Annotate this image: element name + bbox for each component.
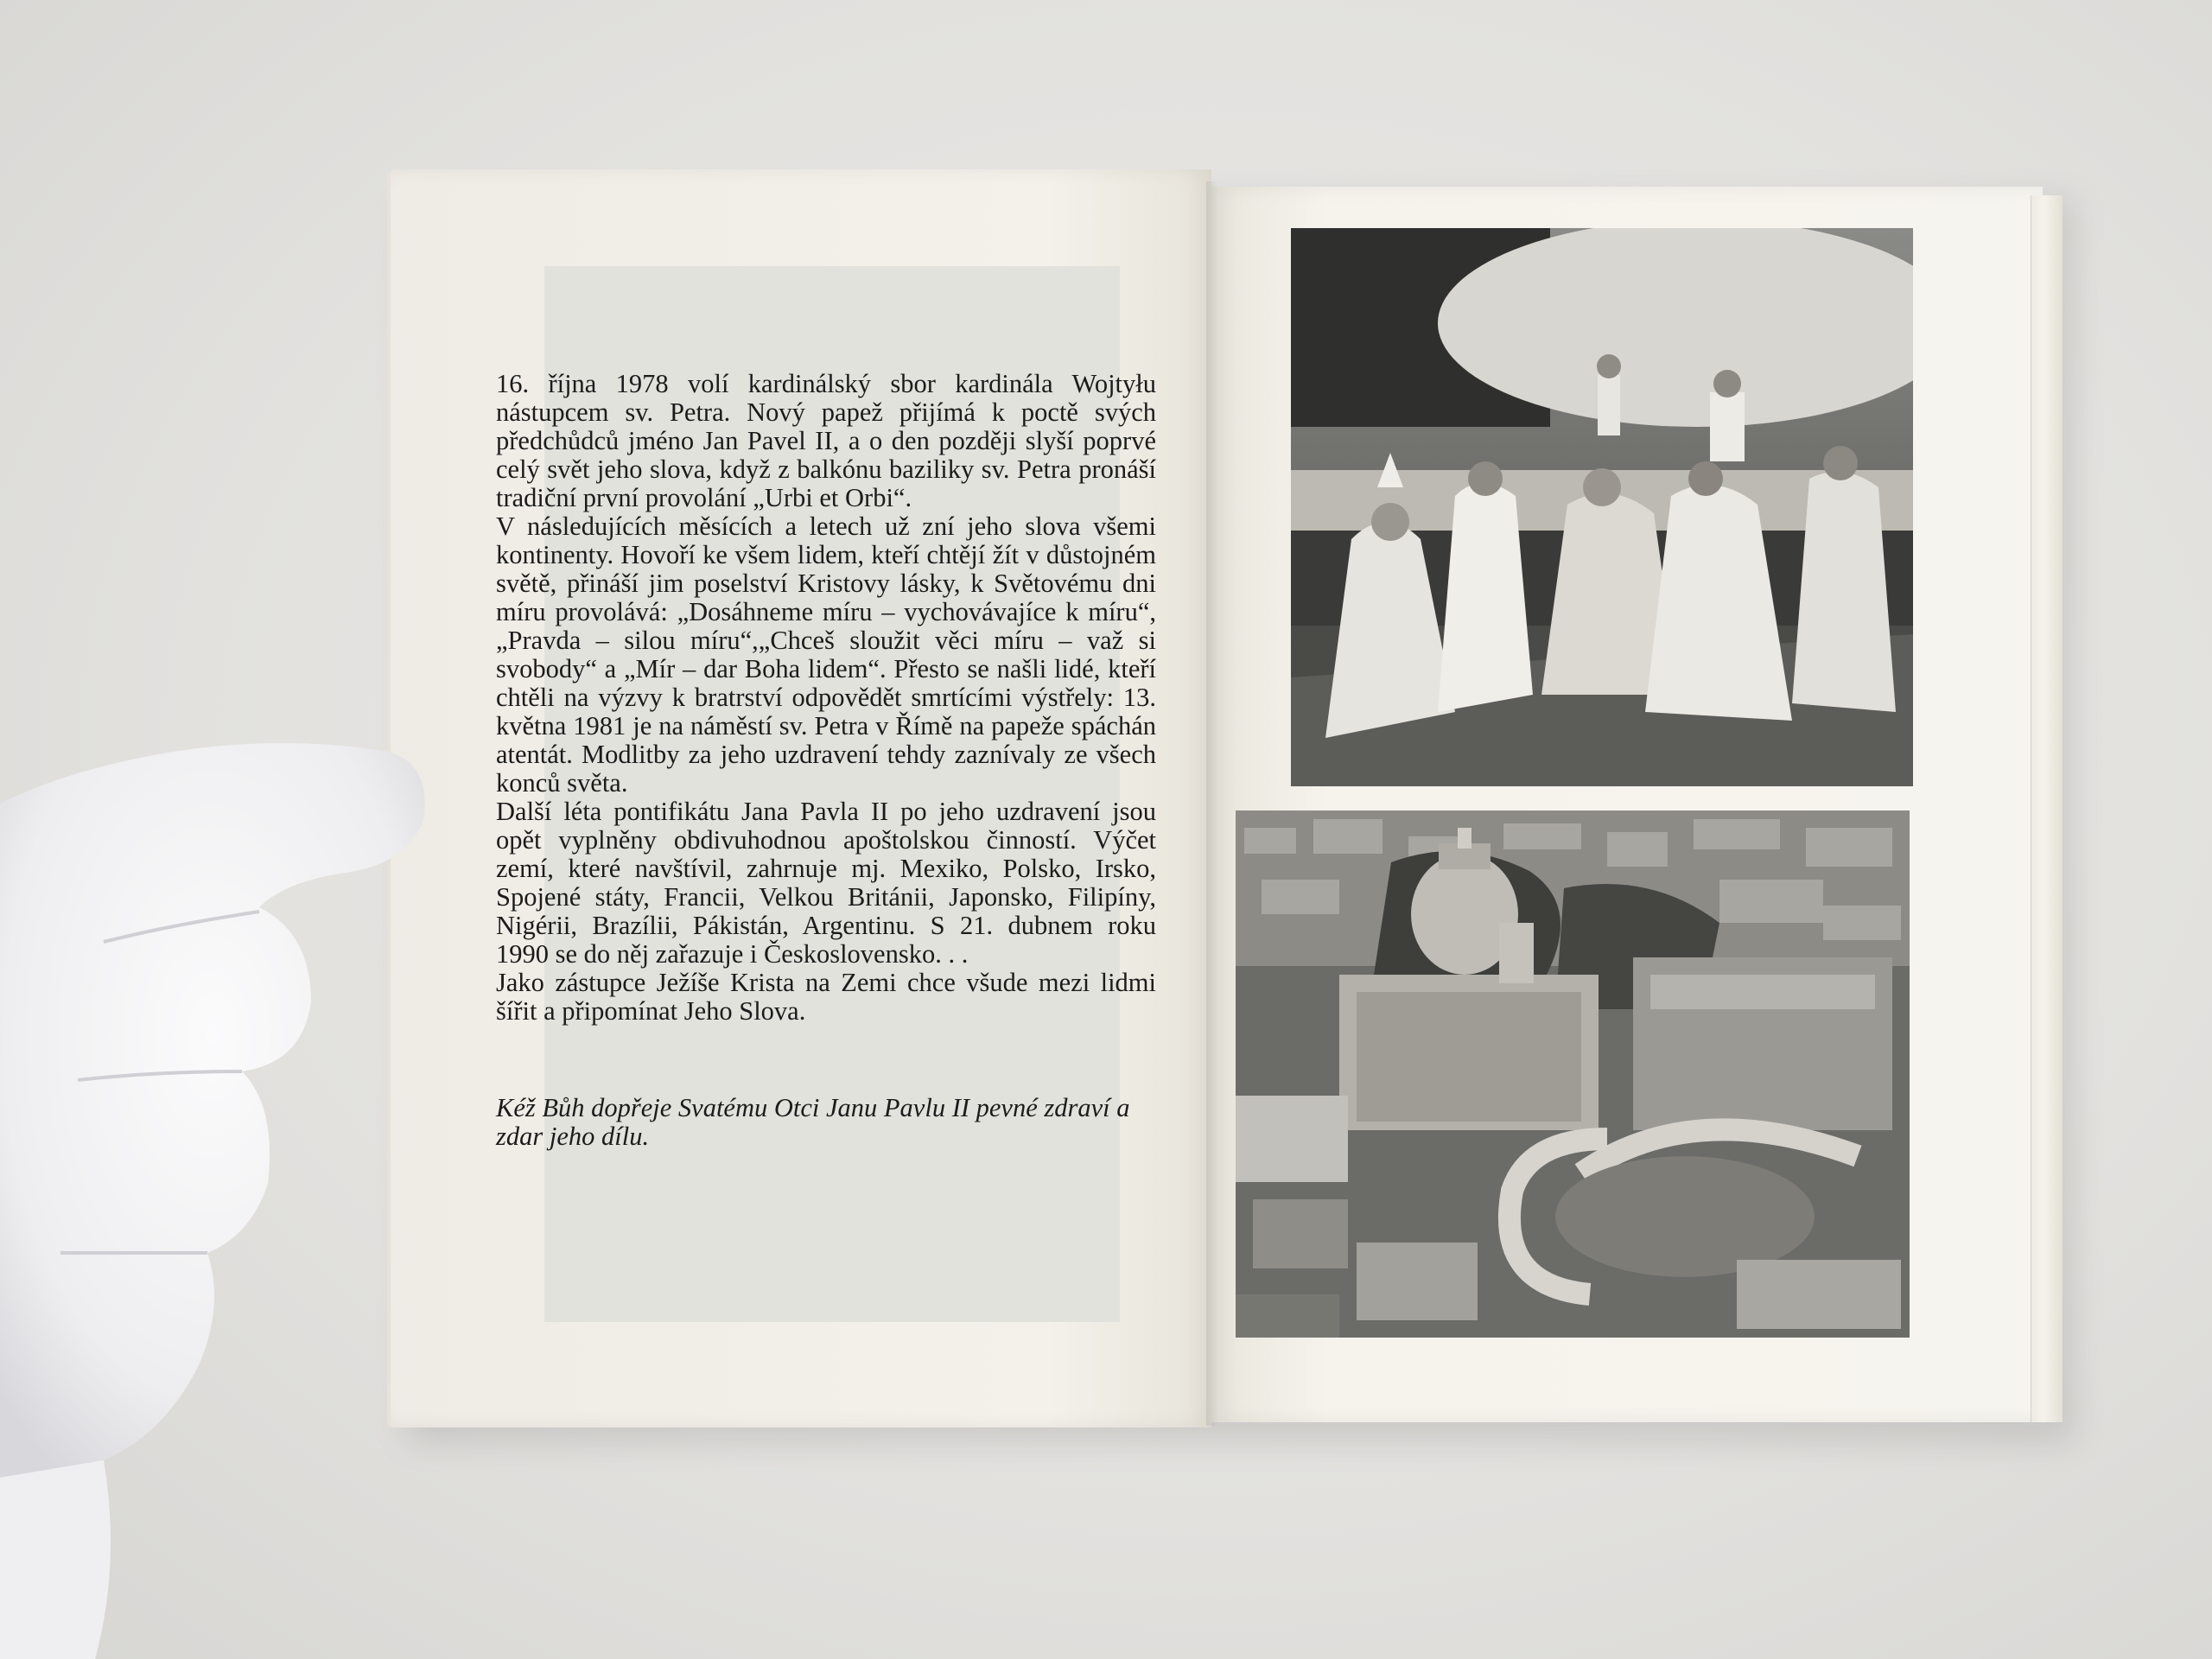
vatican-aerial-photo	[1236, 810, 1910, 1338]
paragraph-travels: Další léta pontifikátu Jana Pavla II po jeho uzdravení jsou opět vyplněny obdivuhodnou apoštolskou činností. Výčet zemí, které navštívil, zahrnuje mj. Mexiko, Polsko, Irsko, Spojené státy, Francii, Velkou Británii, Japonsko, Filipíny, Nigérii, Brazílii, Pákistán, Argentinu. S 21. dubnem roku 1990 se do něj zařazuje i Československo. . .	[496, 797, 1156, 969]
paragraph-messages: V následujících měsících a letech už zní jeho slova všemi kontinenty. Hovoří ke všem lidem, kteří chtějí žít v důstojném světě, přináší jim poselství Kristovy lásky, k Světovému dni míru provolává: „Dosáhneme míru – vychovávajíce k míru“, „Pravda – silou míru“,„Chceš sloužit věci míru – važ si svobody“ a „Mír – dar Boha lidem“. Přesto se našli lidé, kteří chtěli na výzvy k bratrství odpovědět smrtícími výstřely: 13. května 1981 je na náměstí sv. Petra v Římě na papeže spáchán atentát. Modlitby za jeho uzdravení tehdy zaznívaly ze všech konců světa.	[496, 512, 1156, 798]
paragraph-mission: Jako zástupce Ježíše Krista na Zemi chce všude mezi lidmi šířit a připomínat Jeho Slova.	[496, 968, 1156, 1026]
biography-text	[496, 370, 1156, 1026]
page-stack-edge	[2031, 195, 2063, 1422]
closing-blessing: Kéž Bůh dopřeje Svatému Otci Janu Pavlu II pevné zdraví a zdar jeho dílu.	[496, 1093, 1130, 1151]
ceremony-photo	[1291, 228, 1913, 786]
gloved-hand	[0, 717, 449, 1659]
book-gutter	[1206, 181, 1218, 1426]
paragraph-election: 16. října 1978 volí kardinálský sbor kardinála Wojtyłu nástupcem sv. Petra. Nový papež přijímá k poctě svých předchůdců jméno Jan Pavel II, a o den později slyší poprvé celý svět jeho slova, když z balkónu baziliky sv. Petra pronáší tradiční první provolání „Urbi et Orbi“.	[496, 369, 1156, 512]
